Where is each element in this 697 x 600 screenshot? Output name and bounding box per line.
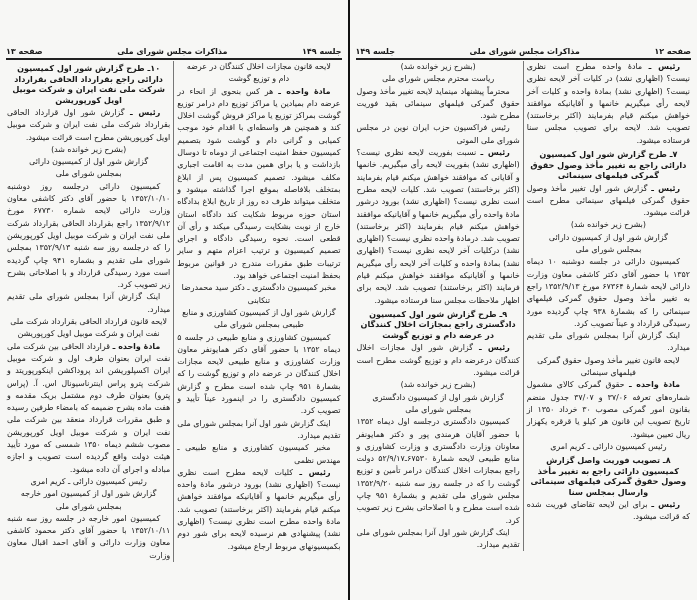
text-column <box>524 61 693 551</box>
centered-line: (بشرح زیر خوانده شد) <box>400 380 476 390</box>
centered-line: لایحه قانون تغییر مأخذ وصول حقوق گمرکی <box>537 355 680 365</box>
section-heading: ۱۰ـ طرح گزارش شور اول کمیسیون دارائی راجع بقرارداد الحاقی بقرارداد شرکت ملی نفت ایران و شرکت موبیل اویل کورپوریشن <box>12 63 165 105</box>
paragraph-text: حقوق گمرکی کالای مشمول شماره‌های تعرفه ۳۷/۰۶ و ۳۷/۰۷ جدول منضم بقانون امور گمرکی مصوب ۳۰ خرداد ۱۳۵۰ از تاریخ تصویب این قانون هر کیلو یا قرقره یکهزار ریال تعیین میشود. <box>526 380 691 439</box>
paragraph-text: گزارش شور اول مجازات اخلال کنندگان درعرضه دام و توزیع گوشت مطرح است قرائت میشود. <box>356 343 520 378</box>
centered-line: (بشرح زیر خوانده شد) <box>51 144 127 154</box>
centered-line: لایحه قانون مجازات اخلال کنندگان در عرضه <box>186 62 331 71</box>
paragraph: کمیسیون دارائی درجلسه روز دوشنبه ۱۳۵۲/۱۰/۱۰ با حضور آقای دکتر کاشفی معاون وزارت دارائی لایحه شماره ۶۷۷۳۰ مورخ ۱۳۵۲/۹/۱۲ راجع بقرارداد الحاقی بقرارداد شرکت ملی نفت ایران و شرکت موبیل اویل کورپوریشن را که درجلسه روز سه شنبه ۱۳۵۲/۹/۱۳ بمجلس شورای ملی تقدیم و بشماره ۹۴۱ چاپ گردیده است مورد رسیدگی قرارداد و با اصلاحاتی بشرح زیر تصویب کرد. <box>7 181 171 290</box>
section-heading: ۹ـ طرح گزارش شور اول کمیسیون دادگستری راجع بمجازات اخلال کنندگان در عرضه دام و توزیع گوشت <box>360 308 516 340</box>
text-column <box>354 61 524 551</box>
page-header <box>6 44 342 60</box>
running-title: مذاکرات مجلس شورای ملی <box>117 47 228 56</box>
speaker-label: مادهٔ واحده ـ <box>112 341 161 351</box>
paragraph-text: کلیات لایحه مطرح است نظری نیست؟ (اظهاری نشد) بورود درشور مادهٔ واحده رأی میگیریم خانمها و آقایانیکه موافقند خواهش میکنم قیام بفرمایند (اکثر برخاستند) تصویب شد. مادهٔ واحده مطرح است نظری نیست؟ (اظهاری نشد) پیشنهادی هم نرسیده لایحه برای شور دوم بکمیسیونهای مربوط ارجاع میشود. <box>177 467 341 551</box>
paragraph: کمیسیون دادگستری درجلسه اول دیماه ۱۳۵۲ با حضور آقایان هرمندی پور و دکتر همایونفر معاونان وزارت دادگستری و وزارت کشاورزی و منابع طبیعی لایحه شمارهٔ ۶۷۵۳۰ـ۵۲/۹/۱۷ دولت راجع بمجازات اخلال کنندگان درامر تأمین و توزیع گوشت را که در جلسه روز سه شنبه ۱۳۵۲/۹/۲۰ مجلس شورای ملی تقدیم و بشمارهٔ ۹۵۱ چاپ شده است مطرح و با اصلاحاتی بشرح زیر تصویب کرد. <box>356 417 520 525</box>
speaker-paragraph <box>7 107 170 144</box>
text-column <box>174 61 343 562</box>
paragraph: کمیسیون دارائی در جلسه دوشنبه ۱۰ دیماه ۱۳۵۲ با حضور آقای دکتر کاشفی معاون وزارت دارائی لایحه شمارهٔ ۶۷۳۶۴ مورخ ۱۳۵۲/۹/۱۳ راجع به تغییر مأخذ وصول حقوق گمرکی فیلمهای سینمائی را که بشمارهٔ ۹۳۸ چاپ گردیده مورد رسیدگی قرارداد و عیناً تصویب کرد. <box>526 257 690 328</box>
centered-line: بمجلس شورای ملی <box>405 404 472 414</box>
page-number: صفحه ۱۳ <box>6 47 43 56</box>
centered-line: گزارش شور اول از کمیسیون کشاورزی و منابع <box>182 307 336 317</box>
paragraph: محترماً پیشنهاد مینماید لایحه تغییر مأخذ وصول حقوق گمرکی فیلمهای سینمائی بقید فوریت مطرح شود. <box>356 86 520 121</box>
speaker-label: رئیس ـ <box>648 62 681 71</box>
session-number: جلسه ۱۴۹ <box>355 47 395 56</box>
page-number: صفحه ۱۲ <box>654 47 691 56</box>
speaker-paragraph <box>527 183 690 220</box>
speaker-label: رئیس ـ <box>478 343 510 353</box>
paragraph-text: نسبت بفوریت لایحه نظری نیست؟ (اظهاری نشد) بفوریت لایحه رأی میگیریم. خانمها و آقایانی که موافقند خواهش میکنم قیام بفرمایند (اکثر برخاستند) تصویب شد. کلیات لایحه مطرح است نظری نیست؟ (اظهاری نشد) بورود درشور مادهٔ واحده رأی میگیریم خانمها و آقایانیکه موافقند خواهش میکنم قیام بفرمایند (اکثر برخاستند) تصویب شد. درمادهٔ واحده نظری نیست؟ (اظهاری نشد) درکلیات آخر لایحه نظری نیست؟ (اظهاری نشد) بمادهٔ واحده و کلیات آخر لایحه رأی میگیریم خانمها و آقایانیکه موافقند خواهش میکنم قیام فرمایند (اکثر برخاستند) تصویب شد. لایحه برای اظهار ملاحظات مجلس سنا فرستاده میشود. <box>356 148 520 305</box>
centered-line: رئیس کمیسیون دارائی ـ کریم امری <box>30 476 147 486</box>
paragraph-text: قرارداد الحاقی بین شرکت ملی نفت ایران بعنوان طرف اول و شرکت موبیل ایران اکسپلوریشن اند پروداکشن اینکورپوریتد و شرکت پترو پراس اینترناسیونال اس. آ. (پراس پترو) بعنوان طرف دوم مشتمل بریک مقدمه و هفت ماده بشرح ضمیمه که بامضاء طرفین رسیده و طبق مقررات قرارداد منعقد بین شرکت ملی نفت ایران و شرکت موبیل اویل کورپوریشن مصوب ششم دیماه ۱۳۵۰ شمسی که مورد تأیید هیئت دولت واقع گردیده است تصویب و اجازه مبادله و اجرای آن داده میشود. <box>7 341 171 474</box>
centered-line: گزارش شور اول از کمیسیون دادگستری <box>372 392 504 402</box>
centered-line: طبیعی بمجلس شورای ملی <box>213 320 304 330</box>
centered-line: لایحه قانون قرارداد الحاقی بقرارداد شرکت ملی <box>10 317 167 327</box>
centered-line: نفت ایران و شرکت موبیل اویل کورپوریشن <box>17 329 160 339</box>
paragraph: کمیسیون امور خارجه در جلسه روز سه شنبه ۱۳۵۲/۱۰/۱۱ با حضور آقای دکتر محمود کاشفی معاون وزارت دارائی و آقای احمد اقبال معاون وزارت <box>7 513 171 560</box>
page-columns <box>4 61 344 562</box>
paragraph: کمیسیون کشاورزی و منابع طبیعی در جلسه ۵ دیماه ۱۳۵۲ با حضور آقای دکتر همایونفر معاون وزارت کشاورزی و منابع طبیعی لایحه مجازات اخلال کنندگان در عرضه دام و توزیع گوشت را که بشمارهٔ ۹۵۱ چاپ شده است مطرح و گزارش کمیسیون دادگستری را در اینمورد عیناً تأیید و تصویب کرد. <box>177 332 341 416</box>
speaker-paragraph <box>177 86 340 283</box>
speaker-label: رئیس ـ <box>480 148 510 158</box>
session-number: جلسه ۱۴۹ <box>302 47 342 56</box>
centered-line: بمجلس شورای ملی <box>55 501 122 511</box>
paragraph-text: مادهٔ واحده مطرح است نظری نیست؟ (اظهاری نشد) در کلیات آخر لایحه نظری نیست؟ (اظهاری نشد) بمادهٔ واحده و کلیات آخر لایحه رأی میگیریم خانمها و آقایانیکه موافقند خواهش میکنم قیام بفرمایند (اکثر برخاستند) تصویب شد. لایحه برای تصویب مجلس سنا فرستاده میشود. <box>526 62 690 145</box>
speaker-paragraph <box>177 467 340 553</box>
centered-line: (بشرح زیر خوانده شد) <box>400 62 476 71</box>
speaker-paragraph <box>357 147 520 307</box>
paragraph: مخبر کمیسیون کشاورزی و منابع طبیعی ـ مهندس نظمی <box>177 443 341 465</box>
speaker-label: رئیس ـ <box>130 108 161 117</box>
running-title: مذاکرات مجلس شورای ملی <box>469 47 580 56</box>
centered-line: گزارش شور اول از کمیسیون امور خارجه <box>20 489 157 499</box>
speaker-label: مادهٔ واحده ـ <box>628 380 680 390</box>
paragraph-text: هر کس بنحوی از انحاء در عرضه دام بمیادین یا مراکز توزیع دام درامر توزیع گوشت بمراکز توزیع یا مراکز فروش گوشت اخلال کند و همچنین هر واسطه‌ای با اقدام خود موجب کمیابی و گرانی دام و گوشت شود بتصمیم کمیسیون حفظ امنیت اجتماعی از دوماه تا دوسال بازداشت و یا برای همین مدت به اقامت اجباری مکلف میشود. تصمیم کمیسیون پس از ابلاغ بمتخلف بلافاصله بموقع اجرا گذاشته میشود و متخلف میتواند ظرف ده روز از تاریخ ابلاغ بدادگاه استان حوزه مربوط شکایت کند دادگاه استان خارج از نوبت بشکایت رسیدگی میکند و رأی آن قطعی است. نحوه رسیدگی دادگاه و اجرای تصمیم کمیسیون و ترتیب اعزام متهم و سایر ترتیبات طبق مقررات مندرج در قوانین مربوط بحفظ امنیت اجتماعی خواهد بود. <box>177 86 341 281</box>
paragraph-text: گزارش شور اول قرارداد الحاقی بقرارداد شرکت ملی نفت ایران و شرکت موبیل اویل کورپوریشن مطرح است قرائت میشود. <box>7 108 171 142</box>
paragraph: اینک گزارش آنرا بمجلس شورای ملی تقدیم میدارد. <box>7 292 171 314</box>
centered-line: ریاست محترم مجلس شورای ملی <box>382 74 495 84</box>
text-column <box>4 61 174 562</box>
centered-line: (بشرح زیر خوانده شد) <box>570 220 646 230</box>
speaker-label: مادهٔ واحده ـ <box>278 86 331 96</box>
speaker-label: رئیس ـ <box>299 467 331 477</box>
speaker-label: رئیس ـ <box>651 183 680 193</box>
section-heading: ۸ـ تصویب فوریت واصل گزارش کمیسیون دارائی راجع به تغییر مأخذ وصول حقوق گمرکی فیلمهای سینمائی وارسال بمجلس سنا <box>530 455 687 497</box>
centered-line: مخبر کمیسیون دادگستری ـ دکتر سید محمدرضا تنکابنی <box>181 283 337 305</box>
paragraph-text: گزارش شور اول تغییر مأخذ وصول حقوق گمرکی فیلمهای سینمائی مطرح است قرائت میشود. <box>526 183 690 218</box>
page-header <box>356 44 692 60</box>
speaker-paragraph <box>7 341 170 476</box>
page-13 <box>0 0 348 600</box>
paragraph: رئیس فراکسیون حزب ایران نوین در مجلس شورای ملی الموتی <box>356 123 520 145</box>
page-columns <box>354 61 694 551</box>
centered-line: رئیس کمیسیون دارائی ـ کریم امری <box>550 441 667 451</box>
centered-line: گزارش شور اول از کمیسیون دارائی <box>548 232 668 242</box>
centered-line: بمجلس شورای ملی <box>55 169 122 179</box>
page-12 <box>350 0 697 600</box>
paragraph: اینک گزارش آنرا بمجلس شورای ملی تقدیم میدارد. <box>526 331 690 353</box>
paragraph-text: برای این لایحه تقاضای فوریت شده که قرائت میشود. <box>526 500 690 522</box>
speaker-paragraph <box>527 61 690 147</box>
centered-line: گزارش شور اول از کمیسیون دارائی <box>29 157 149 167</box>
paragraph: اینک گزارش شور اول آنرا بمجلس شورای ملی تقدیم میدارد. <box>177 418 341 440</box>
speaker-paragraph <box>527 379 690 440</box>
centered-line: بمجلس شورای ملی <box>575 245 642 255</box>
speaker-label: رئیس ـ <box>651 500 680 510</box>
centered-line: فیلمهای سینمائی <box>580 368 636 378</box>
speaker-paragraph <box>527 499 690 524</box>
paragraph: اینک گزارش شور اول آنرا بمجلس شورای ملی تقدیم میدارد. <box>356 527 520 550</box>
centered-line: دام و توزیع گوشت <box>228 74 290 84</box>
section-heading: ۷ـ طرح گزارش شور اول کمیسیون دارائی راجع به تغییر مأخذ وصول حقوق گمرکی فیلمهای سینمائی <box>530 149 687 181</box>
speaker-paragraph <box>357 342 520 379</box>
